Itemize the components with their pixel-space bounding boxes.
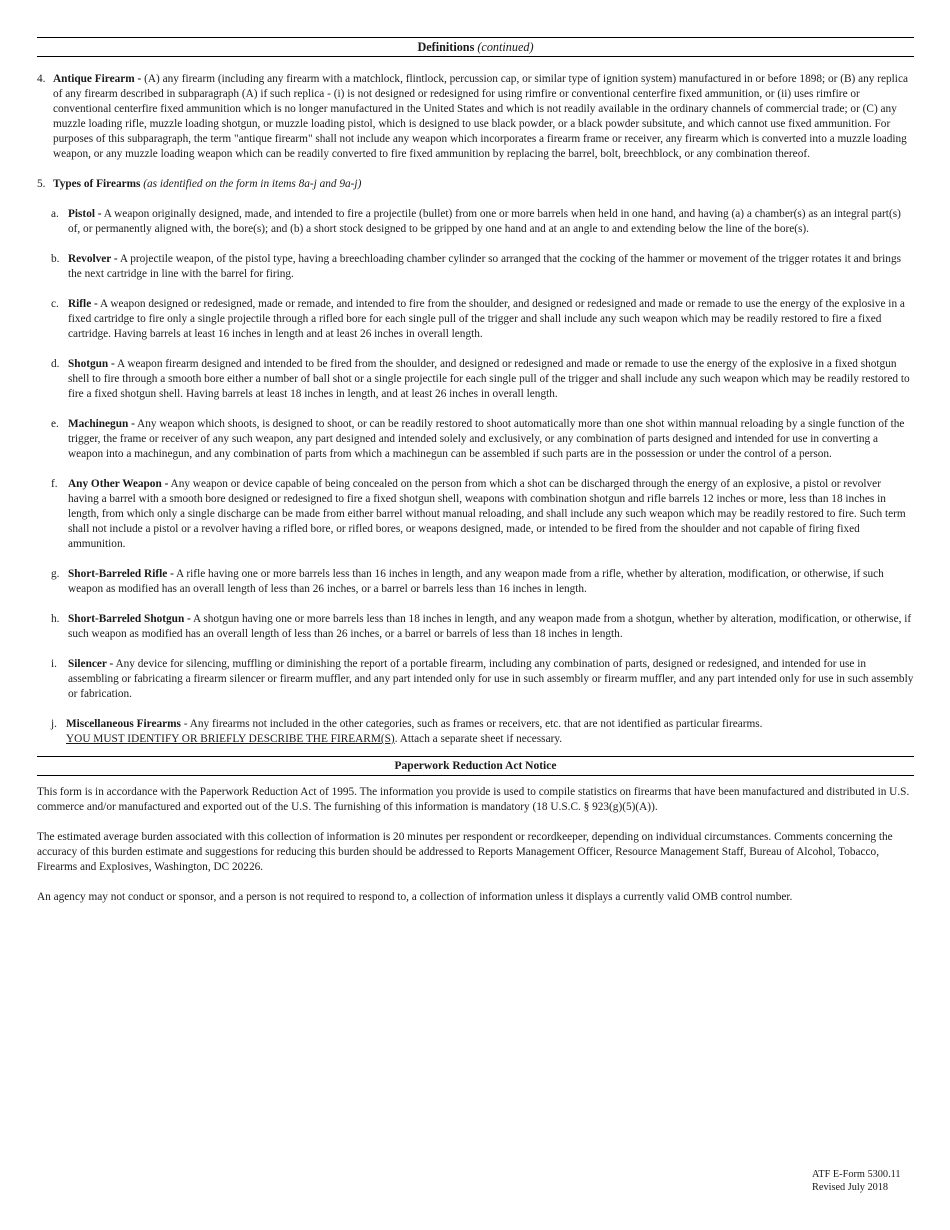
subitem-letter: g. — [51, 568, 60, 580]
subitem-letter: j. — [51, 718, 57, 730]
paperwork-paragraph: This form is in accordance with the Paperwork Reduction Act of 1995. The information you provide is used to compile statistics on firearms that have been manufactured and distributed in U.S. commerce and/or manufactured and exported out of the U.S. The furnishing of this information is mandatory (18 U.S.C. § 923(g)(5)(A)). — [37, 786, 910, 813]
subitem-letter: a. — [51, 208, 59, 220]
subitem-text: A weapon designed or redesigned, made or remade, and intended to fire from the shoulder, and designed or redesigned and made or remade to use the energy of the explosive in a fixed cartridge to fire only a single projectile through a rifled bore for each single pull of the trigger and shall include any such weapon which may be readily restored to fire a fixed cartridge. Having barrels at least 16 inches in length and at least 26 inches in overall length. — [68, 298, 905, 340]
subitem-term: Machinegun - — [68, 418, 135, 430]
form-footer — [812, 1168, 901, 1194]
paperwork-heading: Paperwork Reduction Act Notice — [394, 760, 557, 772]
firearm-type-item — [51, 207, 914, 237]
definitions-title-suffix: (continued) — [477, 40, 534, 54]
subitem-letter: b. — [51, 253, 60, 265]
subitem-text: Any weapon or device capable of being concealed on the person from which a shot can be discharged through the energy of an explosive, a pistol or revolver having a barrel with a smooth bore designed or redesigned to fire a fixed shotgun shell, weapons with combination shotgun and rifle barrels 12 inches or more, less than 18 inches in length, from which only a single discharge can be made from either barrel without manual reloading, and shall include any such weapon which may be readily restored to fire. Such term shall not include a pistol or a revolver having a rifled bore, or rifled bores, or weapons designed, made, or intended to be fired from the shoulder and not capable of firing fixed ammunition. — [68, 478, 906, 550]
subitem-term: Rifle - — [68, 298, 98, 310]
subitem-text: A weapon originally designed, made, and intended to fire a projectile (bullet) from one or more barrels when held in one hand, and having (a) a chamber(s) as an integral part(s) of, or permanently aligned with, the bore(s); and (b) a short stock designed to be gripped by one hand and at an angle to and extending below the line of the bore(s). — [68, 208, 901, 235]
firearm-type-misc — [51, 717, 914, 747]
subitem-text: Any device for silencing, muffling or diminishing the report of a portable firearm, including any combination of parts, designed or redesigned, and intended for use in assembling or fabricating a firearm silencer or firearm muffler, and any part intended only for use in such assembly or firearm muffler, and any part intended only for use in such assembly or fabrication. — [68, 658, 914, 700]
item-term: Types of Firearms — [53, 178, 141, 190]
paperwork-paragraph: An agency may not conduct or sponsor, and a person is not required to respond to, a collection of information unless it displays a currently valid OMB control number. — [37, 891, 793, 903]
item-note: (as identified on the form in items 8a-j and 9a-j) — [143, 178, 362, 190]
identify-firearm-notice: YOU MUST IDENTIFY OR BRIEFLY DESCRIBE THE FIREARM(S) — [66, 733, 395, 745]
subitem-letter: d. — [51, 358, 60, 370]
subitem-text: Any weapon which shoots, is designed to shoot, or can be readily restored to shoot automatically more than one shot within mannual reloading by a single function of the trigger, the frame or receiver of any such weapon, any part designed and intended solely and exclusively, or any combination of parts designed and intended for use in converting a weapon into a machinegun, and any combination of parts from which a machinegun can be assembled if such parts are in the possession or under the control of a person. — [68, 418, 905, 460]
subitem-text: - Any firearms not included in the other categories, such as frames or receivers, etc. that are not identified as particular firearms. — [183, 718, 763, 730]
item-number: 4. — [37, 73, 46, 85]
firearm-type-item — [51, 417, 914, 462]
firearm-type-item — [51, 297, 914, 342]
subitem-term: Silencer - — [68, 658, 114, 670]
firearm-type-item — [51, 252, 914, 282]
subitem-term: Revolver - — [68, 253, 118, 265]
firearm-type-item — [51, 477, 914, 552]
form-revised-date: Revised July 2018 — [812, 1182, 889, 1193]
firearm-types-list — [37, 207, 914, 702]
subitem-letter: e. — [51, 418, 59, 430]
subitem-text: A shotgun having one or more barrels less than 18 inches in length, and any weapon made from a shotgun, whether by alteration, modification, or otherwise, if such weapon as modified has an overall length of less than 26 inches, or a barrel or barrels of less than 18 inches in length. — [68, 613, 912, 640]
paperwork-paragraph: The estimated average burden associated with this collection of information is 20 minutes per respondent or recordkeeper, depending on individual circumstances. Comments concerning the accuracy of this burden estimate and suggestions for reducing this burden should be addressed to Reports Management Officer, Resource Management Staff, Bureau of Alcohol, Tobacco, Firearms and Explosives, Washington, DC 20226. — [37, 831, 893, 873]
item-term: Antique Firearm - — [53, 73, 142, 85]
item-text: (A) any firearm (including any firearm with a matchlock, flintlock, percussion cap, or similar type of ignition system) manufactured in or before 1898; or (B) any replica of any firearm described in subparagraph (A) if such replica - (i) is not designed or redesigned for using rimfire or conventional centerfire fixed ammunition, or (ii) uses rimfire or conventional centerfire fixed ammunition which is no longer manufactured in the United States and which is not readily available in the ordinary channels of commercial trade; or (C) any muzzle loading rifle, muzzle loading shotgun, or muzzle loading pistol, which is designed to use black powder, or a black powder subsitute, and which cannot use fixed ammunition. For purposes of this subparagraph, the term "antique firearm" shall not include any weapon which incorporates a firearm frame or receiver, any firearm which is converted into a muzzle loading weapon, or any muzzle loading weapon which can be readily converted to fire fixed ammunition by replacing the barrel, bolt, breechblock, or any combination thereof. — [53, 73, 908, 160]
definitions-heading-rule — [37, 56, 914, 57]
subitem-letter: f. — [51, 478, 58, 490]
paperwork-heading-rule — [37, 775, 914, 776]
subitem-term: Short-Barreled Rifle - — [68, 568, 174, 580]
subitem-text: A rifle having one or more barrels less than 16 inches in length, and any weapon made from a rifle, whether by alteration, modification, or otherwise, if such weapon as modified has an overall length of less than 26 inches, or a barrel or barrels less than 16 inches in length. — [68, 568, 884, 595]
subitem-term: Any Other Weapon - — [68, 478, 169, 490]
item-number: 5. — [37, 178, 46, 190]
definition-item-4 — [37, 72, 914, 162]
subitem-term: Miscellaneous Firearms — [66, 718, 181, 730]
definitions-heading — [37, 38, 914, 56]
form-number: ATF E-Form 5300.11 — [812, 1169, 901, 1180]
subitem-letter: h. — [51, 613, 60, 625]
firearm-type-item — [51, 612, 914, 642]
subitem-letter: c. — [51, 298, 59, 310]
subitem-text: A weapon firearm designed and intended to be fired from the shoulder, and designed or redesigned and made or remade to use the energy of the explosive in a fixed shotgun shell to fire through a smooth bore either a number of ball shot or a single projectile for each single pull of the trigger and shall include any such weapon which may be readily restored to fire a fixed shotgun shell. Having barrels at least 18 inches in length, and at least 26 inches in overall length. — [68, 358, 910, 400]
firearm-type-item — [51, 357, 914, 402]
subitem-after-text: . Attach a separate sheet if necessary. — [394, 733, 563, 745]
definitions-title: Definitions — [417, 40, 475, 54]
subitem-term: Shotgun - — [68, 358, 115, 370]
firearm-type-item — [51, 657, 914, 702]
firearm-type-item — [51, 567, 914, 597]
subitem-text: A projectile weapon, of the pistol type, having a breechloading chamber cylinder so arranged that the cocking of the hammer or movement of the trigger rotates it and brings the next cartridge in line with the barrel for firing. — [68, 253, 901, 280]
form-page — [37, 37, 914, 905]
subitem-term: Short-Barreled Shotgun - — [68, 613, 191, 625]
paperwork-notice — [37, 785, 914, 905]
subitem-letter: i. — [51, 658, 57, 670]
definition-item-5 — [37, 177, 914, 192]
subitem-term: Pistol - — [68, 208, 102, 220]
